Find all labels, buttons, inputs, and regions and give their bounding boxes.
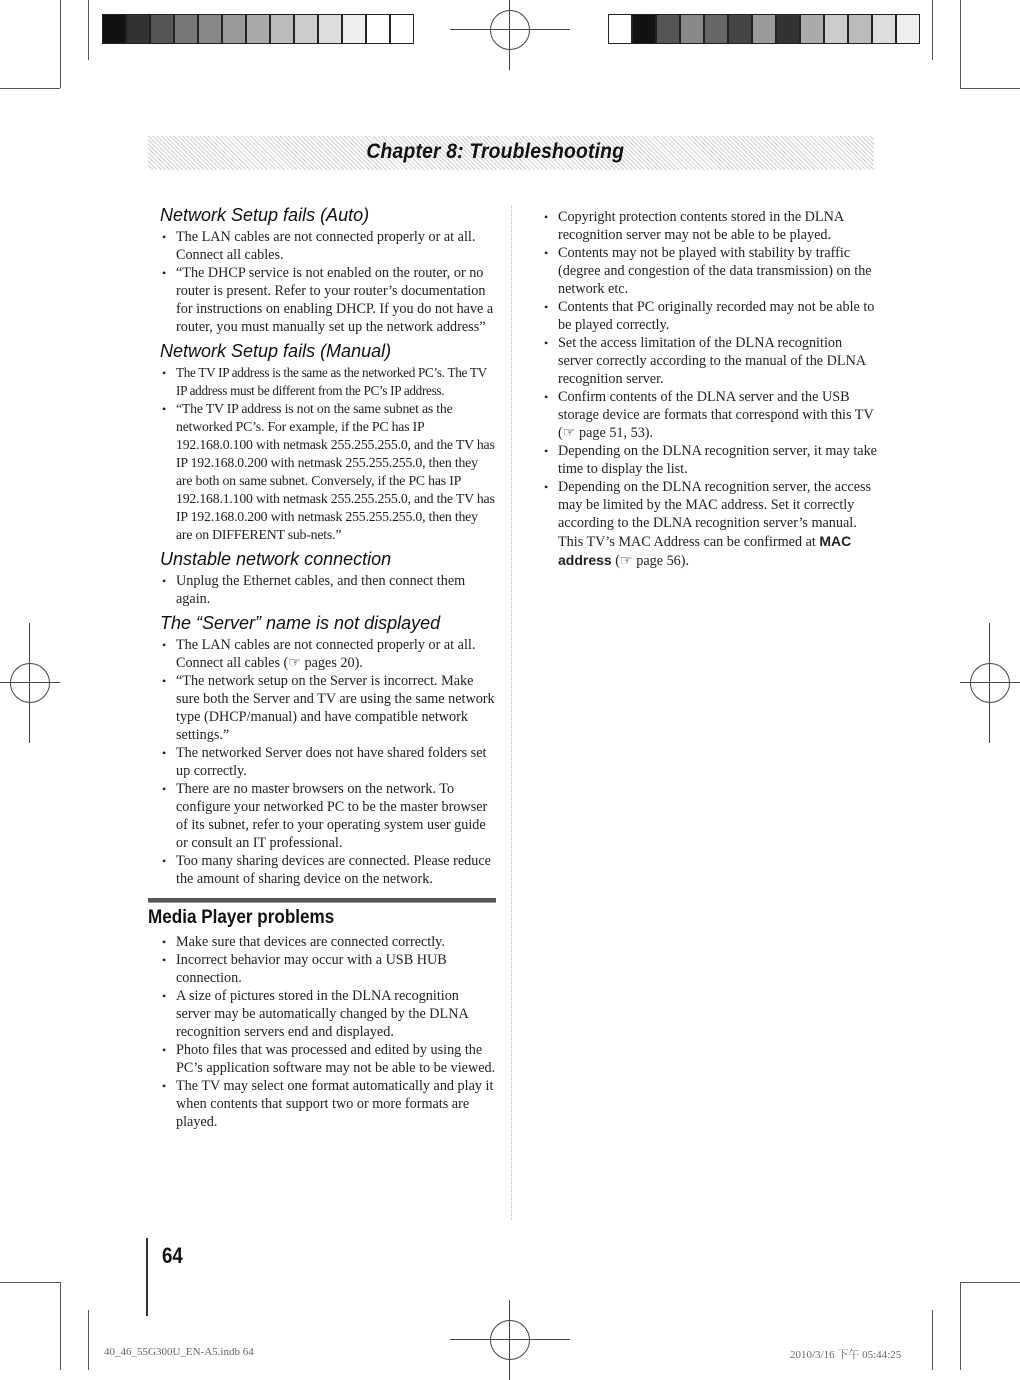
chapter-banner bbox=[148, 136, 874, 170]
heading-media-player: Media Player problems bbox=[148, 907, 335, 928]
crop-mark bbox=[88, 1310, 89, 1370]
list-item: • Confirm contents of the DLNA server and the USB storage device are formats that correspond with this TV (☞ page 51, 53). bbox=[530, 388, 878, 442]
list-item: • Photo files that was processed and edited by using the PC’s application software may not be able to be viewed. bbox=[148, 1041, 496, 1077]
list-item: • Copyright protection contents stored in the DLNA recognition server may not be able to be played. bbox=[530, 208, 878, 244]
section-rule bbox=[148, 898, 496, 903]
list-item: • Contents that PC originally recorded may not be able to be played correctly. bbox=[530, 298, 878, 334]
list-item: • The TV IP address is the same as the networked PC’s. The TV IP address must be different from the PC’s IP address. bbox=[148, 364, 496, 400]
list-item: • Set the access limitation of the DLNA recognition server correctly according to the manual of the DLNA recognition server. bbox=[530, 334, 878, 388]
list-media-player bbox=[148, 933, 496, 1131]
crop-mark bbox=[932, 1310, 933, 1370]
crop-mark bbox=[0, 1282, 60, 1283]
list-item: • “The DHCP service is not enabled on the router, or no router is present. Refer to your router’s documentation for instructions on enabling DHCP. If you do not have a router, you must manually set up the network address” bbox=[148, 264, 496, 336]
registration-target-icon bbox=[10, 663, 50, 703]
slug-filename: 40_46_55G300U_EN-A5.indb 64 bbox=[104, 1346, 254, 1358]
left-column bbox=[148, 200, 496, 1133]
list-item: • The TV may select one format automatically and play it when contents that support two or more formats are played. bbox=[148, 1077, 496, 1131]
list-item: • Too many sharing devices are connected. Please reduce the amount of sharing device on the network. bbox=[148, 852, 496, 888]
crop-mark bbox=[960, 88, 1020, 89]
page-number: 64 bbox=[162, 1243, 183, 1268]
slug-datetime: 2010/3/16 下午 05:44:25 bbox=[790, 1349, 902, 1361]
heading-network-manual: Network Setup fails (Manual) bbox=[160, 341, 392, 361]
heading-server-name: The “Server” name is not displayed bbox=[160, 613, 441, 633]
registration-target-icon bbox=[490, 10, 530, 50]
list-item-text: (☞ page 56). bbox=[611, 553, 690, 569]
list-server-name bbox=[148, 636, 496, 888]
crop-mark bbox=[960, 0, 961, 88]
list-media-player-continued bbox=[530, 208, 878, 570]
list-network-manual bbox=[148, 364, 496, 544]
crop-mark bbox=[960, 1282, 961, 1370]
list-item: • Incorrect behavior may occur with a USB HUB connection. bbox=[148, 951, 496, 987]
crop-mark bbox=[960, 1282, 1020, 1283]
list-item: • Depending on the DLNA recognition server, it may take time to display the list. bbox=[530, 442, 878, 478]
list-item: • Unplug the Ethernet cables, and then connect them again. bbox=[148, 572, 496, 608]
list-item: • The LAN cables are not connected properly or at all. Connect all cables (☞ pages 20). bbox=[148, 636, 496, 672]
list-item: • The LAN cables are not connected properly or at all. Connect all cables. bbox=[148, 228, 496, 264]
registration-target-icon bbox=[970, 663, 1010, 703]
list-item: • Make sure that devices are connected correctly. bbox=[148, 933, 496, 951]
heading-unstable-connection: Unstable network connection bbox=[160, 549, 392, 569]
list-item: • Contents may not be played with stability by traffic (degree and congestion of the data transmission) on the network etc. bbox=[530, 244, 878, 298]
right-column bbox=[530, 208, 878, 572]
column-divider bbox=[511, 205, 512, 1220]
chapter-title: Chapter 8: Troubleshooting bbox=[366, 140, 624, 163]
list-item-text: Depending on the DLNA recognition server, the access may be limited by the MAC address. Set it correctly according to the DLNA recognition server’s manual. This TV’s MAC Address can be confirmed at bbox=[558, 479, 872, 550]
list-unstable-connection bbox=[148, 572, 496, 608]
registration-target-icon bbox=[490, 1320, 530, 1360]
list-item: • “The network setup on the Server is incorrect. Make sure both the Server and TV are using the same network type (DHCP/manual) and have compatible network settings.” bbox=[148, 672, 496, 744]
list-item: • A size of pictures stored in the DLNA recognition server may be automatically changed by the DLNA recognition servers end and displayed. bbox=[148, 987, 496, 1041]
list-item: • “The TV IP address is not on the same subnet as the networked PC’s. For example, if the PC has IP 192.168.0.100 with netmask 255.255.255.0, and the TV has IP 192.168.0.200 with netmask 255.255.255.0, then they are both on same subnet. Conversely, if the PC has IP 192.168.1.100 with netmask 255.255.255.0, and the TV has IP 192.168.0.200 with netmask 255.255.255.0, then they are on DIFFERENT sub-nets.” bbox=[148, 400, 496, 544]
mac-address-label: MAC address bbox=[558, 533, 852, 568]
crop-mark bbox=[88, 0, 89, 60]
crop-mark bbox=[932, 0, 933, 60]
list-item: • The networked Server does not have shared folders set up correctly. bbox=[148, 744, 496, 780]
list-item bbox=[530, 478, 878, 570]
page-number-rule bbox=[146, 1238, 148, 1316]
crop-mark bbox=[0, 88, 60, 89]
list-item: • There are no master browsers on the network. To configure your networked PC to be the master browser of its subnet, refer to your operating system user guide or consult an IT professional. bbox=[148, 780, 496, 852]
crop-mark bbox=[60, 0, 61, 88]
list-network-auto bbox=[148, 228, 496, 336]
heading-network-auto: Network Setup fails (Auto) bbox=[160, 205, 370, 225]
crop-mark bbox=[60, 1282, 61, 1370]
